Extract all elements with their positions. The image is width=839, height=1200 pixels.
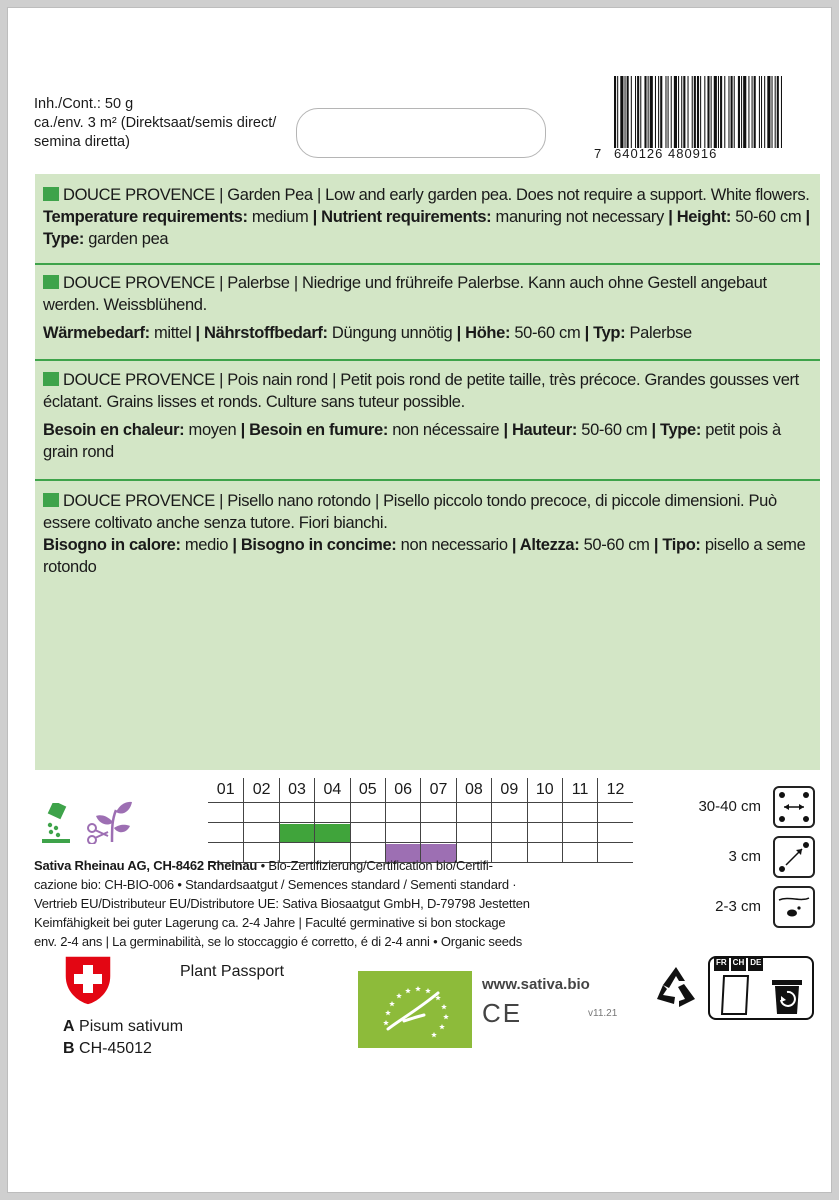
barcode-bar	[648, 76, 649, 148]
passport-b-value: CH-45012	[79, 1040, 152, 1057]
barcode-bar	[658, 76, 659, 148]
calendar-gridline	[350, 803, 351, 822]
spec-value: 50-60 cm	[577, 421, 652, 439]
sowing-calendar	[208, 778, 633, 863]
barcode-bar	[625, 76, 626, 148]
spec-label: | Besoin en fumure:	[240, 421, 388, 439]
passport-a-value: Pisum sativum	[79, 1018, 184, 1035]
spec-label: Wärmebedarf:	[43, 324, 150, 342]
company-line-4: Keimfähigkeit bei guter Lagerung ca. 2-4 Jahre | Faculté germinative si bon stockage	[34, 915, 506, 930]
spec-label: | Height:	[668, 208, 732, 226]
spec-value: medio	[180, 536, 233, 554]
calendar-gridline	[562, 823, 563, 842]
barcode-bar	[728, 76, 729, 148]
barcode-bar	[714, 76, 717, 148]
description-it	[43, 490, 814, 578]
passport-a-key: A	[63, 1018, 75, 1035]
barcode-bar	[620, 76, 623, 148]
calendar-months	[208, 778, 633, 802]
green-square-icon	[43, 493, 59, 507]
spec-label: | Altezza:	[511, 536, 580, 554]
calendar-gridline	[527, 823, 528, 842]
barcode-bar	[692, 76, 693, 148]
company-line-1: • Bio-Zertifizierung/Certification bio/Certifi-	[257, 858, 493, 873]
barcode-bar	[617, 76, 618, 148]
month-label-03: 03	[279, 778, 314, 802]
description-panel	[35, 174, 820, 770]
calendar-gridline	[243, 803, 244, 822]
spec-label: | Type:	[651, 421, 702, 439]
barcode-bar	[655, 76, 656, 148]
website: www.sativa.bio	[482, 976, 590, 993]
barcode-bar	[637, 76, 639, 148]
green-square-icon	[43, 187, 59, 201]
barcode-bar	[614, 76, 616, 148]
barcode-bar	[720, 76, 722, 148]
barcode-bar	[764, 76, 765, 148]
barcode-bar	[674, 76, 677, 148]
sowing-bar-03	[280, 824, 314, 842]
passport-b-key: B	[63, 1040, 75, 1057]
calendar-row-blank	[208, 802, 633, 822]
row-spacing-value: 30-40 cm	[698, 798, 761, 815]
month-label-04: 04	[314, 778, 349, 802]
intro-it: DOUCE PROVENCE | Pisello nano rotondo | Pisello piccolo tondo precoce, di piccole dimensioni. Può essere coltivato anche senza tutore. Fiori bianchi.	[43, 492, 777, 532]
plant-passport-title: Plant Passport	[180, 963, 285, 980]
barcode	[612, 76, 784, 148]
month-label-07: 07	[420, 778, 455, 802]
barcode-bar	[748, 76, 749, 148]
calendar-gridline	[420, 823, 421, 842]
area-line-1: ca./env. 3 m² (Direktsaat/semis direct/	[34, 115, 277, 131]
intro-en: DOUCE PROVENCE | Garden Pea | Low and early garden pea. Does not require a support. White flowers.	[63, 186, 810, 204]
spec-value: moyen	[184, 421, 241, 439]
intro-fr: DOUCE PROVENCE | Pois nain rond | Petit pois rond de petite taille, très précoce. Grandes gousses vert éclatant. Grains lisses et ronds. Culture sans tuteur possible.	[43, 371, 799, 411]
seed-packet	[8, 8, 831, 1192]
spec-value: mittel	[149, 324, 196, 342]
calendar-gridline	[279, 803, 280, 822]
barcode-bar	[671, 76, 672, 148]
calendar-gridline	[491, 823, 492, 842]
calendar-gridline	[491, 803, 492, 822]
barcode-bar	[781, 76, 782, 148]
barcode-bar	[644, 76, 646, 148]
calendar-gridline	[597, 803, 598, 822]
barcode-bar	[767, 76, 770, 148]
spec-value: pisello a seme rotondo	[43, 536, 806, 576]
recycle-code-de: DE	[748, 958, 763, 971]
barcode-bar	[707, 76, 709, 148]
month-label-11: 11	[562, 778, 597, 802]
month-label-10: 10	[527, 778, 562, 802]
spec-value: non necessario	[396, 536, 512, 554]
spec-value: 50-60 cm	[731, 208, 806, 226]
barcode-bar	[743, 76, 746, 148]
spec-value: garden pea	[84, 230, 169, 248]
sowing-icon	[42, 803, 70, 843]
month-label-08: 08	[456, 778, 491, 802]
barcode-bar	[681, 76, 682, 148]
green-square-icon	[43, 275, 59, 289]
sowing-distance-value: 3 cm	[728, 848, 761, 865]
barcode-bar	[700, 76, 701, 148]
calendar-gridline	[314, 803, 315, 822]
waste-bin-icon	[768, 974, 806, 1016]
spec-label: Besoin en chaleur:	[43, 421, 185, 439]
month-label-09: 09	[491, 778, 526, 802]
row-spacing-icon	[773, 786, 815, 828]
hang-hole	[296, 108, 546, 158]
barcode-bar	[668, 76, 669, 148]
barcode-bar	[759, 76, 760, 148]
divider	[35, 359, 820, 361]
barcode-bar	[635, 76, 636, 148]
version: v11.21	[588, 1008, 618, 1019]
barcode-bar	[772, 76, 773, 148]
month-label-02: 02	[243, 778, 278, 802]
calendar-gridline	[385, 823, 386, 842]
recycling-panel	[708, 956, 814, 1020]
spec-label: | Nährstoffbedarf:	[195, 324, 328, 342]
sowing-depth-value: 2-3 cm	[715, 898, 761, 915]
calendar-gridline	[456, 803, 457, 822]
sowing-distance-icon	[773, 836, 815, 878]
spec-label: | Hauteur:	[503, 421, 578, 439]
harvest-icon	[86, 798, 134, 844]
swiss-shield-icon	[63, 952, 113, 1006]
description-fr	[43, 369, 814, 463]
month-label-06: 06	[385, 778, 420, 802]
sowing-bar-04	[315, 824, 349, 842]
barcode-bar	[734, 76, 735, 148]
passport-a	[63, 1018, 183, 1036]
company-line-5: env. 2-4 ans | La germinabilità, se lo stoccaggio é corretto, é di 2-4 anni • Organic seeds	[34, 934, 523, 949]
barcode-bar	[761, 76, 762, 148]
barcode-bar	[697, 76, 699, 148]
ce-mark: CE	[482, 998, 523, 1028]
month-label-12: 12	[597, 778, 632, 802]
spec-value: petit pois à grain rond	[43, 421, 781, 461]
barcode-bar	[738, 76, 740, 148]
barcode-bar	[631, 76, 632, 148]
calendar-gridline	[597, 823, 598, 842]
spec-value: Düngung unnötig	[327, 324, 457, 342]
recycling-mobius-icon	[651, 963, 701, 1013]
month-label-05: 05	[350, 778, 385, 802]
barcode-bar	[775, 76, 776, 148]
spec-label: | Type:	[43, 208, 810, 248]
spec-value: manuring not necessary	[491, 208, 669, 226]
company-name: Sativa Rheinau AG, CH-8462 Rheinau	[34, 858, 258, 873]
barcode-bar	[731, 76, 733, 148]
calendar-gridline	[243, 823, 244, 842]
barcode-bar	[678, 76, 679, 148]
barcode-bar	[660, 76, 662, 148]
eu-organic-logo-icon	[358, 971, 472, 1048]
recycle-code-fr: FR	[714, 958, 729, 971]
barcode-bar	[724, 76, 725, 148]
spec-label: | Höhe:	[456, 324, 511, 342]
content-line: Inh./Cont.: 50 g	[34, 96, 134, 112]
company-line-2: cazione bio: CH-BIO-006 • Standardsaatgut / Semences standard / Sementi standard ·	[34, 877, 517, 892]
paper-packet-icon	[718, 974, 754, 1016]
month-label-01: 01	[216, 781, 235, 798]
barcode-first-digit: 7	[594, 146, 603, 161]
spec-label: Bisogno in calore:	[43, 536, 181, 554]
barcode-bar	[640, 76, 641, 148]
spec-value: medium	[247, 208, 313, 226]
calendar-gridline	[527, 803, 528, 822]
green-square-icon	[43, 372, 59, 386]
barcode-bar	[711, 76, 712, 148]
description-en	[43, 184, 814, 250]
barcode-bar	[688, 76, 689, 148]
calendar-gridline	[456, 823, 457, 842]
barcode-bar	[741, 76, 742, 148]
recycle-codes	[710, 958, 816, 971]
spec-label: Temperature requirements:	[43, 208, 248, 226]
sowing-depth-icon	[773, 886, 815, 928]
barcode-bar	[704, 76, 705, 148]
spec-label: | Nutrient requirements:	[312, 208, 492, 226]
passport-b	[63, 1040, 152, 1058]
divider	[35, 479, 820, 481]
area-line-2: semina diretta)	[34, 134, 130, 150]
spec-value: 50-60 cm	[510, 324, 585, 342]
divider	[35, 263, 820, 265]
barcode-bar	[683, 76, 685, 148]
barcode-bar	[665, 76, 666, 148]
barcode-bar	[694, 76, 696, 148]
spec-value: Palerbse	[625, 324, 692, 342]
calendar-gridline	[350, 823, 351, 842]
spec-label: | Tipo:	[653, 536, 701, 554]
barcode-bar	[718, 76, 719, 148]
spec-label: | Typ:	[584, 324, 626, 342]
calendar-gridline	[562, 803, 563, 822]
spec-value: non nécessaire	[387, 421, 504, 439]
calendar-row-sowing	[208, 822, 633, 842]
barcode-bar	[754, 76, 756, 148]
description-de	[43, 272, 814, 344]
intro-de: DOUCE PROVENCE | Palerbse | Niedrige und frühreife Palerbse. Kann auch ohne Gestell angebaut werden. Weissblühend.	[43, 274, 767, 314]
company-info	[34, 856, 634, 951]
calendar-gridline	[420, 803, 421, 822]
barcode-bar	[752, 76, 753, 148]
recycle-code-ch: CH	[731, 958, 747, 971]
calendar-gridline	[385, 803, 386, 822]
barcode-bar	[627, 76, 629, 148]
spec-value: 50-60 cm	[579, 536, 654, 554]
barcode-bar	[777, 76, 779, 148]
spec-label: | Bisogno in concime:	[232, 536, 397, 554]
barcode-bar	[650, 76, 653, 148]
company-line-3: Vertrieb EU/Distributeur EU/Distributore UE: Sativa Biosaatgut GmbH, D-79798 Jestetten	[34, 896, 530, 911]
barcode-digits: 640126 480916	[614, 146, 718, 161]
